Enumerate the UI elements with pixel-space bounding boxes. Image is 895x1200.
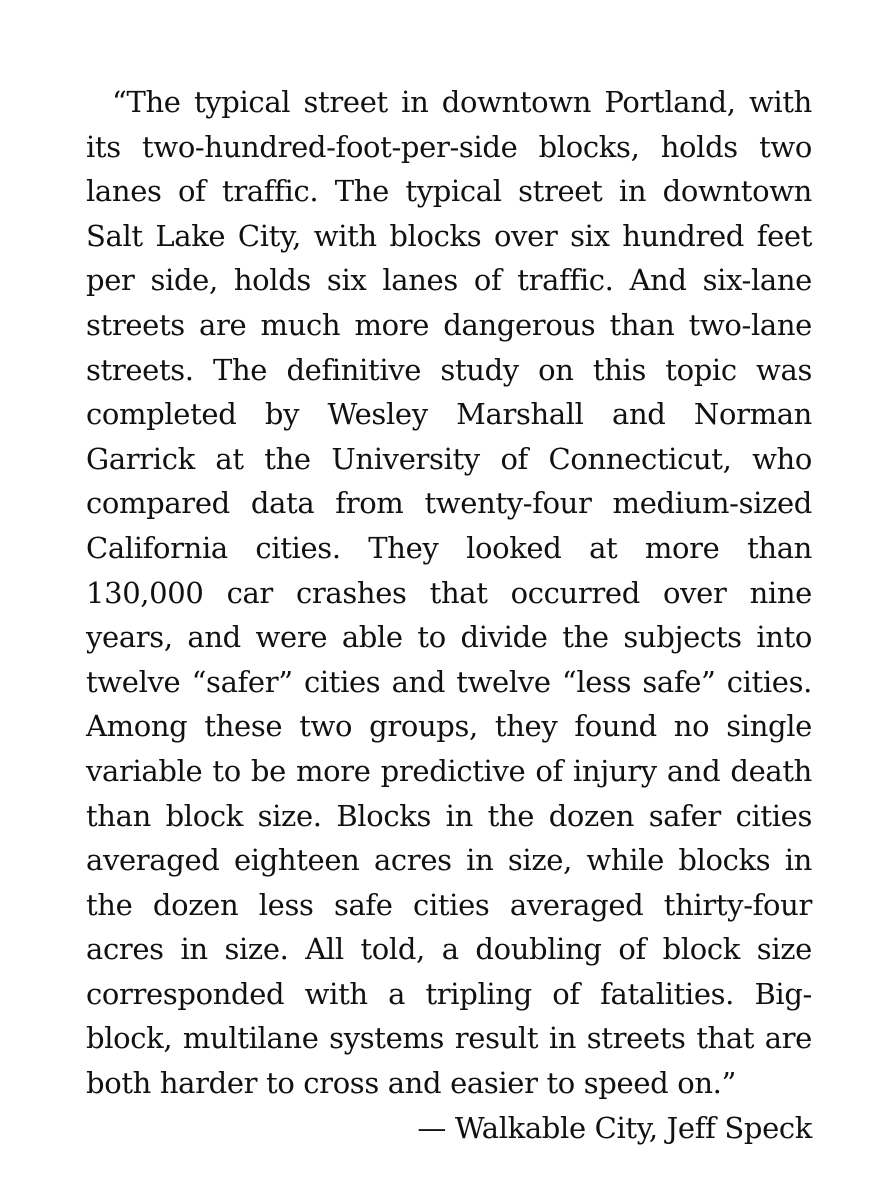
quote-line: twelve “safer” cities and twelve “less safe” cities. — [86, 664, 812, 699]
quote-line: per side, holds six lanes of traffic. And six-lane — [86, 263, 812, 298]
quote-block — [86, 80, 812, 1150]
quote-line: lanes of traffic. The typical street in downtown — [86, 174, 812, 209]
quote-line: acres in size. All told, a doubling of block size — [86, 932, 812, 967]
quote-line: 130,000 car crashes that occurred over nine — [86, 575, 812, 610]
quote-line: averaged eighteen acres in size, while blocks in — [86, 843, 812, 878]
attribution: — Walkable City, Jeff Speck — [417, 1110, 812, 1145]
quote-line: the dozen less safe cities averaged thirty-four — [86, 887, 812, 922]
quote-line: block, multilane systems result in streets that are — [86, 1021, 812, 1056]
quote-line: variable to be more predictive of injury and death — [86, 753, 812, 788]
quote-line: years, and were able to divide the subjects into — [86, 620, 812, 655]
quote-line: streets. The definitive study on this topic was — [86, 352, 812, 387]
quote-line: Salt Lake City, with blocks over six hundred feet — [86, 218, 812, 253]
quote-line: California cities. They looked at more than — [86, 530, 812, 565]
quote-line: corresponded with a tripling of fatalities. Big- — [86, 976, 812, 1011]
quote-line: compared data from twenty-four medium-sized — [86, 486, 812, 521]
quote-line: “The typical street in downtown Portland, with — [112, 85, 812, 119]
quote-line: streets are much more dangerous than two-lane — [86, 307, 812, 342]
quote-line: its two-hundred-foot-per-side blocks, holds two — [86, 129, 812, 164]
quote-line: than block size. Blocks in the dozen safer cities — [86, 798, 812, 833]
quote-line: both harder to cross and easier to speed on.” — [86, 1066, 737, 1101]
quote-line: Among these two groups, they found no single — [86, 709, 812, 744]
quote-line: completed by Wesley Marshall and Norman — [86, 397, 812, 432]
quote-line: Garrick at the University of Connecticut, who — [86, 441, 812, 476]
